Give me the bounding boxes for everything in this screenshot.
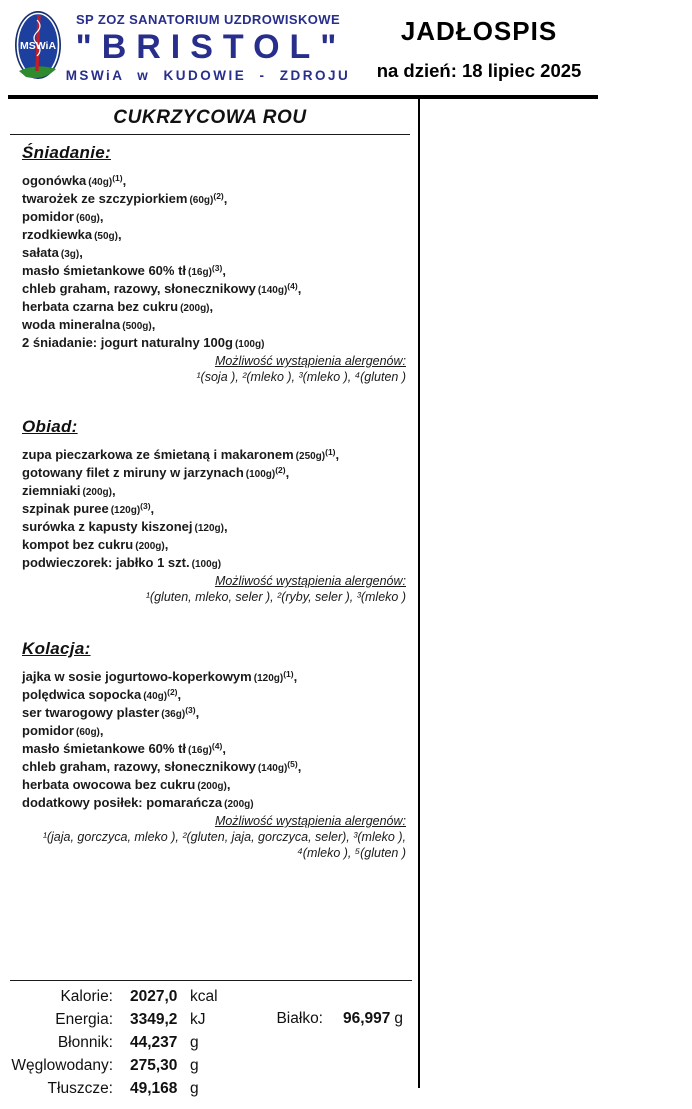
item-grams: (200g)	[82, 487, 112, 498]
item-grams: (140g)	[257, 763, 288, 774]
nutrition-unit: g	[190, 1057, 199, 1074]
section-title: Obiad:	[22, 417, 78, 436]
nutrition-unit: g	[394, 1010, 404, 1027]
allergen-line: ¹(soja ), ²(mleko ), ³(mleko ), ⁴(gluten )	[196, 370, 406, 384]
item-grams: (120g)	[194, 523, 224, 534]
item-name: jajka w sosie jogurtowo-koperkowym	[22, 669, 252, 684]
menu-item	[22, 777, 410, 795]
menu-item	[22, 209, 410, 227]
menu-items	[22, 447, 410, 573]
nutrition-value: 2027,0	[130, 988, 178, 1005]
allergen-line: ¹(gluten, mleko, seler ), ²(ryby, seler ), ³(mleko )	[145, 590, 406, 604]
item-footnote: (1)	[112, 173, 123, 183]
item-footnote: (3)	[211, 263, 223, 273]
menu-item	[22, 447, 410, 465]
menu-item	[22, 263, 410, 281]
menu-item	[22, 191, 410, 209]
menu-item	[22, 299, 410, 317]
item-tail: ,	[222, 263, 226, 278]
menu-item	[22, 537, 410, 555]
item-tail: ,	[99, 723, 104, 738]
item-name: rzodkiewka	[22, 227, 93, 242]
sanatorium-logo	[14, 8, 62, 82]
section-breakfast	[10, 143, 410, 385]
menu-item	[22, 227, 410, 245]
item-name: pomidor	[22, 209, 74, 224]
nutrition-value: 44,237	[130, 1034, 178, 1051]
nutrition-value: 3349,2	[130, 1011, 178, 1028]
item-tail: ,	[150, 501, 155, 516]
menu-item	[22, 281, 410, 299]
item-grams: (250g)	[295, 451, 326, 462]
item-name: podwieczorek: jabłko 1 szt.	[22, 555, 190, 570]
item-footnote: (2)	[275, 465, 286, 475]
allergen-line: ¹(jaja, gorczyca, mleko ), ²(gluten, jaja, gorczyca, seler), ³(mleko ),	[42, 830, 406, 844]
item-footnote: (2)	[213, 191, 224, 201]
item-grams: (60g)	[189, 195, 214, 206]
item-tail: ,	[111, 483, 116, 498]
nutrition-row-protein	[240, 1010, 403, 1033]
menu-item	[22, 723, 410, 741]
item-name: polędwica sopocka	[22, 687, 142, 702]
item-name: surówka z kapusty kiszonej	[22, 519, 193, 534]
nutrition-row-calories	[10, 988, 412, 1011]
nutrition-value: 96,997	[343, 1010, 391, 1027]
item-tail: ,	[209, 299, 214, 314]
menu-item	[22, 555, 410, 573]
item-name: szpinak puree	[22, 501, 109, 516]
nutrition-summary	[10, 980, 412, 1103]
organization-block	[56, 12, 360, 83]
nutrition-row-fat	[10, 1080, 412, 1103]
item-footnote: (1)	[325, 447, 336, 457]
menu-item	[22, 687, 410, 705]
menu-item	[22, 245, 410, 263]
menu-item	[22, 705, 410, 723]
item-name: gotowany filet z miruny w jarzynach	[22, 465, 244, 480]
nutrition-label: Tłuszcze:	[47, 1080, 113, 1097]
allergen-header: Możliwość wystąpienia alergenów:	[214, 574, 406, 588]
menu-item	[22, 317, 410, 335]
item-grams: (60g)	[76, 727, 100, 738]
item-tail: ,	[223, 519, 228, 534]
item-footnote: (4)	[211, 741, 223, 751]
section-lunch	[10, 417, 410, 605]
diet-title: CUKRZYCOWA ROU	[113, 107, 307, 128]
nutrition-label: Kalorie:	[60, 988, 113, 1005]
item-tail: ,	[177, 687, 182, 702]
menu-column	[10, 100, 410, 861]
item-grams: (100g)	[191, 559, 222, 570]
item-grams: (40g)	[88, 177, 113, 188]
item-name: masło śmietankowe 60% tł	[22, 741, 187, 756]
item-name: dodatkowy posiłek: pomarańcza	[22, 795, 223, 810]
item-name: zupa pieczarkowa ze śmietaną i makaronem	[22, 447, 294, 462]
column-divider	[418, 99, 420, 1088]
nutrition-row-carbs	[10, 1057, 412, 1080]
document-title-block	[366, 16, 592, 82]
item-name: herbata owocowa bez cukru	[22, 777, 196, 792]
item-tail: ,	[122, 173, 127, 188]
item-footnote: (5)	[287, 759, 298, 769]
item-grams: (500g)	[122, 321, 152, 332]
item-grams: (100g)	[234, 339, 265, 350]
item-name: kompot bez cukru	[22, 537, 134, 552]
allergen-note	[10, 353, 410, 385]
item-tail: ,	[195, 705, 200, 720]
item-tail: ,	[297, 759, 302, 774]
organization-line1: SP ZOZ SANATORIUM UZDROWISKOWE	[75, 12, 341, 27]
item-grams: (3g)	[60, 249, 80, 260]
item-tail: ,	[297, 281, 302, 296]
item-grams: (200g)	[135, 541, 165, 552]
item-grams: (200g)	[224, 799, 254, 810]
item-tail: ,	[226, 777, 231, 792]
menu-items	[22, 669, 410, 813]
item-grams: (16g)	[188, 267, 212, 278]
item-footnote: (3)	[185, 705, 196, 715]
menu-item	[22, 795, 410, 813]
allergen-note	[10, 813, 410, 861]
diet-title-divider	[10, 134, 410, 135]
item-name: sałata	[22, 245, 59, 260]
item-name: ogonówka	[22, 173, 87, 188]
menu-item	[22, 759, 410, 777]
item-grams: (140g)	[257, 285, 288, 296]
item-name: ser twarogowy plaster	[22, 705, 160, 720]
item-name: chleb graham, razowy, słonecznikowy	[22, 759, 256, 774]
menu-item	[22, 741, 410, 759]
item-grams: (120g)	[110, 505, 141, 516]
item-footnote: (1)	[283, 669, 294, 679]
nutrition-row-fiber	[10, 1034, 412, 1057]
nutrition-value: 275,30	[130, 1057, 178, 1074]
nutrition-rows	[10, 981, 412, 1103]
menu-item	[22, 519, 410, 537]
allergen-header: Możliwość wystąpienia alergenów:	[214, 814, 406, 828]
item-grams: (200g)	[180, 303, 210, 314]
header-divider	[8, 95, 598, 99]
item-footnote: (3)	[140, 501, 151, 511]
nutrition-label: Błonnik:	[57, 1034, 113, 1051]
section-dinner	[10, 639, 410, 861]
nutrition-value: 49,168	[130, 1080, 178, 1097]
item-tail: ,	[118, 227, 122, 242]
nutrition-label: Węglowodany:	[11, 1057, 113, 1074]
menu-item	[22, 501, 410, 519]
organization-name: "BRISTOL"	[75, 28, 347, 66]
item-name: pomidor	[22, 723, 74, 738]
nutrition-unit: kcal	[190, 988, 218, 1005]
item-tail: ,	[164, 537, 169, 552]
item-name: herbata czarna bez cukru	[22, 299, 179, 314]
item-grams: (100g)	[245, 469, 276, 480]
item-grams: (120g)	[253, 673, 284, 684]
section-title: Śniadanie:	[22, 143, 111, 162]
item-grams: (50g)	[94, 231, 118, 242]
item-tail: ,	[335, 447, 340, 462]
allergen-header: Możliwość wystąpienia alergenów:	[214, 354, 406, 368]
nutrition-unit: g	[190, 1034, 199, 1051]
item-name: twarożek ze szczypiorkiem	[22, 191, 188, 206]
item-tail: ,	[293, 669, 298, 684]
item-tail: ,	[222, 741, 226, 756]
menu-item	[22, 335, 410, 353]
item-name: masło śmietankowe 60% tł	[22, 263, 187, 278]
nutrition-unit: kJ	[190, 1011, 206, 1028]
nutrition-label: Energia:	[55, 1011, 113, 1028]
item-tail: ,	[285, 465, 290, 480]
allergen-line: ⁴(mleko ), ⁵(gluten )	[297, 846, 406, 860]
item-tail: ,	[99, 209, 104, 224]
item-footnote: (2)	[167, 687, 178, 697]
organization-line2: MSWiA w KUDOWIE - ZDROJU	[65, 68, 351, 83]
item-grams: (60g)	[76, 213, 100, 224]
item-name: woda mineralna	[22, 317, 121, 332]
item-name: chleb graham, razowy, słonecznikowy	[22, 281, 256, 296]
item-footnote: (4)	[287, 281, 298, 291]
item-name: ziemniaki	[22, 483, 81, 498]
item-tail: ,	[223, 191, 228, 206]
menu-item	[22, 483, 410, 501]
menu-item	[22, 465, 410, 483]
menu-item	[22, 669, 410, 687]
menu-items	[22, 173, 410, 353]
nutrition-unit: g	[190, 1080, 199, 1097]
item-grams: (16g)	[188, 745, 212, 756]
logo-label: MSWiA	[19, 40, 57, 52]
item-tail: ,	[79, 245, 83, 260]
allergen-note	[10, 573, 410, 605]
document-date: na dzień: 18 lipiec 2025	[376, 60, 582, 81]
menu-item	[22, 173, 410, 191]
section-title: Kolacja:	[22, 639, 91, 658]
item-grams: (200g)	[197, 781, 227, 792]
item-tail: ,	[151, 317, 156, 332]
document-title: JADŁOSPIS	[400, 16, 558, 46]
item-grams: (36g)	[161, 709, 186, 720]
item-name: 2 śniadanie: jogurt naturalny 100g	[22, 335, 233, 350]
nutrition-label: Białko:	[276, 1010, 323, 1027]
item-grams: (40g)	[143, 691, 168, 702]
